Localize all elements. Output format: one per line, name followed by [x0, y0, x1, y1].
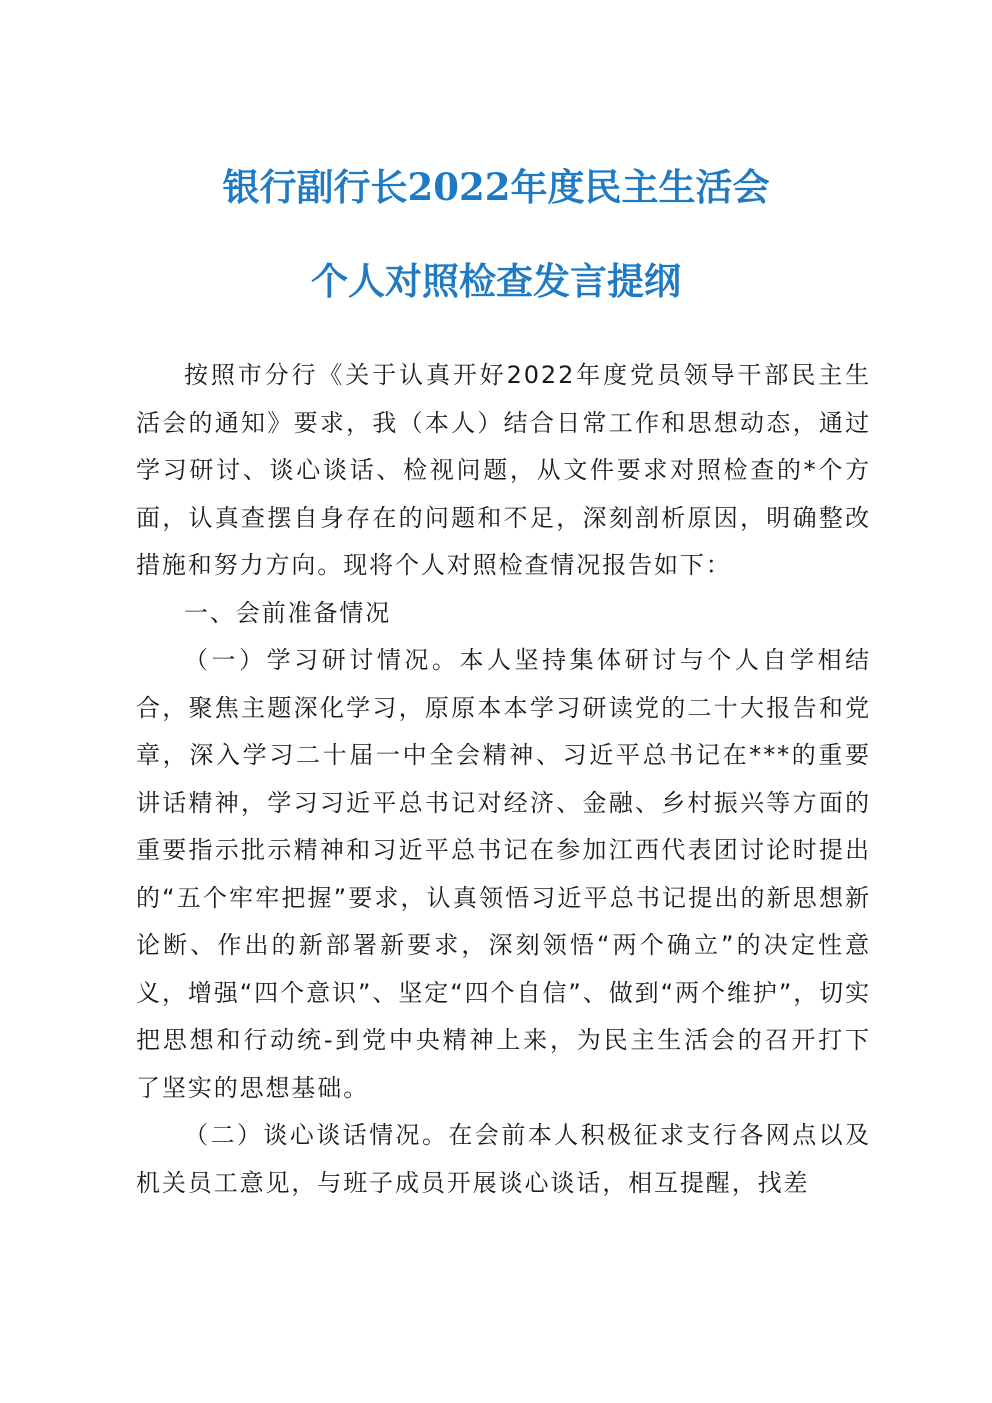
section-heading-preparation: 一、会前准备情况 [184, 598, 392, 627]
intro-paragraph: 按照市分行《关于认真开好2022年度党员领导干部民主生活会的通知》要求，我（本人）结合日常工作和思想动态，通过学习研讨、谈心谈话、检视问题，从文件要求对照检查的*个方面，认真查摆自身存在的问题和不足，深刻剖析原因，明确整改措施和努力方向。现将个人对照检查情况报告如下： [136, 361, 871, 579]
talk-paragraph: （二）谈心谈话情况。在会前本人积极征求支行各网点以及机关员工意见，与班子成员开展谈心谈话，相互提醒，找差 [136, 1121, 871, 1197]
document-title-line-2: 个人对照检查发言提纲 [311, 259, 681, 303]
document-body [136, 352, 871, 1207]
document-title-line-1: 银行副行长2022年度民主生活会 [222, 165, 770, 209]
study-paragraph: （一）学习研讨情况。本人坚持集体研讨与个人自学相结合，聚焦主题深化学习，原原本本学习研读党的二十大报告和党章，深入学习二十届一中全会精神、习近平总书记在***的重要讲话精神，学习习近平总书记对经济、金融、乡村振兴等方面的重要指示批示精神和习近平总书记在参加江西代表团讨论时提出的“五个牢牢把握”要求，认真领悟习近平总书记提出的新思想新论断、作出的新部署新要求，深刻领悟“两个确立”的决定性意义，增强“四个意识”、坚定“四个自信”、做到“两个维护”，切实把思想和行动统-到党中央精神上来，为民主生活会的召开打下了坚实的思想基础。 [136, 646, 871, 1102]
